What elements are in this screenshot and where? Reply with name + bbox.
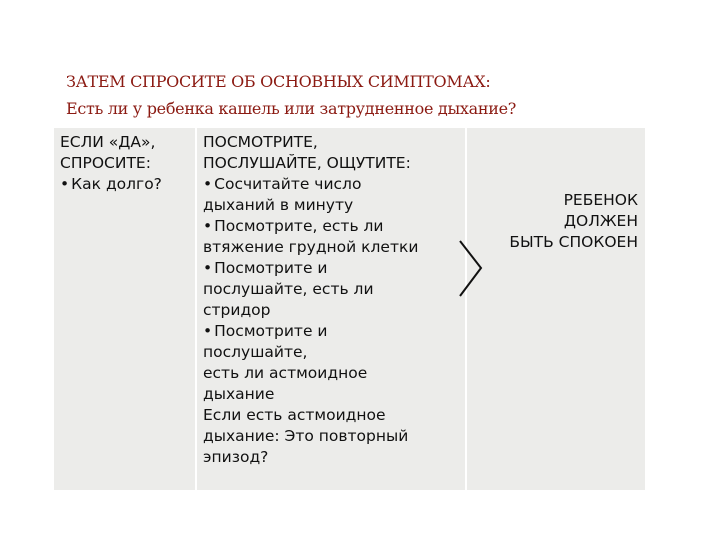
look-header-line2: ПОСЛУШАЙТЕ, ОЩУТИТЕ: bbox=[203, 154, 411, 172]
calm-child-note bbox=[509, 190, 638, 253]
stridor-item-cont1: послушайте, есть ли bbox=[203, 280, 374, 298]
ask-how-long-item: • Как долго? bbox=[60, 174, 195, 195]
wheeze-item: • Посмотрите и bbox=[203, 321, 463, 342]
recurrent-episode-line3: эпизод? bbox=[203, 448, 269, 466]
look-header-line1: ПОСМОТРИТЕ, bbox=[203, 133, 318, 151]
ask-header-line2: СПРОСИТЕ: bbox=[60, 154, 151, 172]
chest-indrawing-item: • Посмотрите, есть ли bbox=[203, 216, 463, 237]
count-breaths-item-cont: дыханий в минуту bbox=[203, 196, 354, 214]
count-breaths-item: • Сосчитайте число bbox=[203, 174, 463, 195]
heading-main-symptoms: ЗАТЕМ СПРОСИТЕ ОБ ОСНОВНЫХ СИМПТОМАХ: bbox=[66, 72, 491, 91]
recurrent-episode-line2: дыхание: Это повторный bbox=[203, 427, 409, 445]
assessment-table bbox=[54, 128, 645, 490]
calm-note-line2: ДОЛЖЕН bbox=[563, 212, 638, 230]
wheeze-item-cont2: есть ли астмоидное bbox=[203, 364, 368, 382]
calm-child-column bbox=[465, 128, 645, 490]
wheeze-item-cont1: послушайте, bbox=[203, 343, 308, 361]
heading-question: Есть ли у ребенка кашель или затрудненное дыхание? bbox=[66, 99, 517, 118]
chevron-right-icon bbox=[457, 238, 485, 300]
slide-heading bbox=[66, 68, 666, 122]
chest-indrawing-item-cont: втяжение грудной клетки bbox=[203, 238, 419, 256]
wheeze-item-cont3: дыхание bbox=[203, 385, 275, 403]
calm-note-line1: РЕБЕНОК bbox=[563, 191, 638, 209]
stridor-item-cont2: стридор bbox=[203, 301, 271, 319]
look-listen-column bbox=[195, 128, 467, 490]
ask-column bbox=[54, 128, 195, 490]
stridor-item: • Посмотрите и bbox=[203, 258, 463, 279]
ask-header-line1: ЕСЛИ «ДА», bbox=[60, 133, 156, 151]
recurrent-episode-line1: Если есть астмоидное bbox=[203, 406, 386, 424]
calm-note-line3: БЫТЬ СПОКОЕН bbox=[509, 233, 638, 251]
